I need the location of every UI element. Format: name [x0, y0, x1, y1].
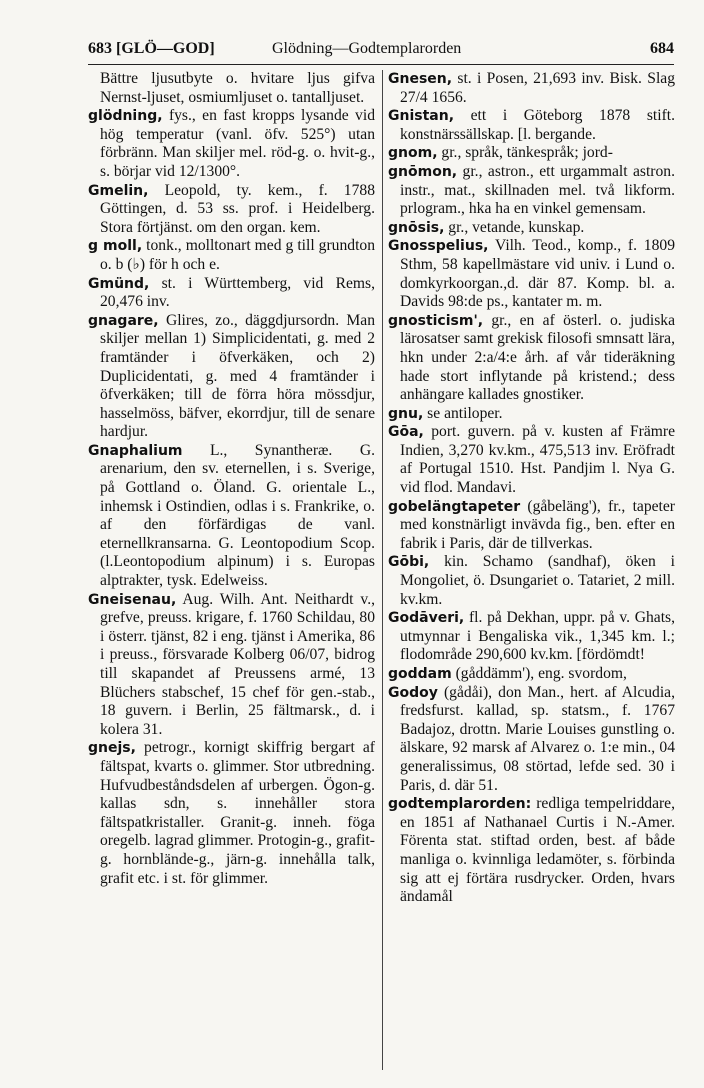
entry-headword: Gnaphalium: [88, 442, 183, 459]
dictionary-entry: [88, 107, 375, 181]
entry-text: Bättre ljusutbyte o. hvitare ljus gifva Nernst-ljuset, osmiumljuset o. tantalljuset.: [100, 70, 375, 106]
entry-headword: gnōmon,: [388, 163, 458, 180]
entry-text: tonk., molltonart med g till grundton o. b (♭) för h och e.: [100, 237, 375, 273]
dictionary-entry: [88, 182, 375, 238]
dictionary-entry: [388, 609, 675, 665]
entry-headword: goddam: [388, 666, 452, 682]
dictionary-entry: [388, 423, 675, 497]
entry-text: gr., vetande, kunskap.: [444, 218, 585, 236]
entry-text: (gådåi), don Man., hert. af Alcudia, fredsfurst. kallad, sp. statsm., f. 1767 Badajoz, drottn. Marie Louises gunstling o. älskare, 92 marsk af Alvarez o. 1:e min., 04 generalissimus, 08 störtad, lefde sed. 30 i Paris, d. där 51.: [400, 683, 675, 794]
dictionary-entry: [388, 665, 675, 684]
dictionary-entry: [88, 739, 375, 888]
entry-text: (gåbeläng'), fr., tapeter med konstnärligt invävda fig., ben. efter en fabrik i Paris, där de tillverkas.: [400, 497, 675, 552]
entry-text: gr., språk, tänkespråk; jord-: [437, 144, 613, 162]
page-header: [88, 38, 674, 65]
entry-headword: Gmünd,: [88, 275, 150, 292]
dictionary-entry: [388, 163, 675, 219]
dictionary-entry: [88, 275, 375, 312]
column-divider: [382, 70, 383, 1070]
entry-continuation: [88, 70, 375, 107]
entry-text: gr., en af österl. o. judiska lärosatser samt grekisk filosofi smnsatt lära, hkn under 2:a/4:e årh. af vår tideräkning hade stort inflytande på kristend.; dess anhängare kallades gnostiker.: [400, 311, 675, 404]
entry-headword: Gnesen,: [388, 71, 453, 87]
entry-text: port. guvern. på v. kusten af Främre Indien, 3,270 kv.km., 475,513 inv. Eröfradt af Portugal 1510. Hst. Pandjim l. Nya G. vid flod. Mandavi.: [400, 423, 675, 497]
page-number-right: 684: [650, 40, 674, 57]
dictionary-entry: [88, 442, 375, 591]
entry-headword: Gōa,: [388, 424, 424, 441]
entry-headword: Gneisenau,: [88, 591, 177, 608]
entry-headword: Gnosspelius,: [388, 238, 489, 255]
entry-text: gr., astron., ett urgammalt astron. instr., mat., skillnaden mel. två likform. prlogram., hka ha en vinkel gemensam.: [400, 162, 675, 218]
entry-headword: gnōsis,: [388, 219, 445, 236]
dictionary-entry: [388, 405, 675, 424]
dictionary-entry: [88, 237, 375, 274]
entry-headword: gnom,: [388, 145, 438, 162]
entry-headword: godtemplarorden:: [388, 796, 532, 813]
dictionary-entry: [388, 553, 675, 609]
entry-text: st. i Württemberg, vid Rems, 20,476 inv.: [100, 274, 375, 311]
entry-headword: Gnistan,: [388, 108, 455, 125]
entry-text: Leopold, ty. kem., f. 1788 Göttingen, d. 53 ss. prof. i Heidelberg. Stora förtjänst. om den organ. kem.: [100, 181, 375, 236]
dictionary-entry: [388, 498, 675, 554]
entry-text: Vilh. Teod., komp., f. 1809 Sthm, 58 kapellmästare vid univ. i Lund o. domkyrkoorgan.,d. där 87. Komp. bl. a. Davids 98:de ps., kantater m. m.: [400, 237, 675, 311]
entry-headword: gobelängtapeter: [388, 498, 521, 515]
entry-headword: gnu,: [388, 405, 424, 422]
entry-text: Aug. Wilh. Ant. Neithardt v., grefve, preuss. krigare, f. 1760 Schildau, 80 i österr. tjänst, 82 i eng. tjänst i Amerika, 86 i preuss., försvarade Kolberg 06/07, bidrog till skapandet af Preussens armé, 13 Blüchers stabschef, 15 chef för gen.-stab., 18 guvern. i Berlin, 25 fältmarsk., d. i kolera 31.: [100, 590, 375, 738]
entry-headword: gnejs,: [88, 740, 136, 757]
entry-headword: Godoy: [388, 684, 438, 701]
entry-headword: gnosticism',: [388, 312, 484, 329]
entry-text: fys., en fast kropps lysande vid hög temperatur (vanl. öfv. 525°) utan förbränn. Man skiljer mel. röd-g. o. hvit-g., s. börjar vid 12/1300°.: [100, 107, 375, 180]
entry-text: se antiloper.: [423, 404, 503, 422]
entry-headword: glödning,: [88, 108, 163, 125]
entry-headword: g moll,: [88, 238, 143, 255]
dictionary-entry: [388, 684, 675, 796]
entry-text: petrogr., kornigt skiffrig bergart af fältspat, kvarts o. glimmer. Stor utbredning. Hufvudbeståndsdelen af urbergen. Ögon-g. kallas sdn, s. innehåller stora fältspatkristaller. Granit-g. inneh. föga oregelb. lagrad glimmer. Protogin-g., grafit-g. hornblände-g., järn-g. innehålla talk, grafit etc. i st. för glimmer.: [100, 739, 375, 887]
entry-headword: Gōbi,: [388, 554, 430, 571]
running-title: Glödning—Godtemplarorden: [272, 40, 462, 57]
entry-text: redliga tempelriddare, en 1851 af Nathanael Curtis i N.-Amer. Förenta stat. stiftad orden, best. af både manliga o. kvinnliga ledamöter, s. förbinda sig att ej förtära rusdrycker. Orden, hvars ändamål: [400, 795, 675, 906]
entry-text: fl. på Dekhan, uppr. på v. Ghats, utmynnar i Bengaliska vik., 1,345 km. l.; flodområde 290,600 kv.km. [fördömdt!: [400, 609, 675, 664]
left-column: [88, 70, 375, 1070]
entry-text: ett i Göteborg 1878 stift. konstnärssällskap. [l. bergande.: [400, 107, 675, 143]
dictionary-entry: [388, 237, 675, 311]
entry-text: st. i Posen, 21,693 inv. Bisk. Slag 27/4 1656.: [400, 70, 675, 106]
dictionary-entry: [388, 107, 675, 144]
entry-text: (gåddämm'), eng. svordom,: [451, 665, 627, 682]
dictionary-entry: [388, 144, 675, 163]
entry-text: kin. Schamo (sandhaf), öken i Mongoliet, ö. Dsungariet o. Tatariet, 2 mill. kv.km.: [400, 553, 675, 608]
entry-headword: Godāveri,: [388, 610, 465, 627]
entry-text: Glires, zo., däggdjursordn. Man skiljer mellan 1) Simplicidentati, g. med 2 framtänder i öfverkäken, och 2) Duplicidentati, g. med 4 framtänder i öfverkäken; till de förra höra mössdjur, hasselmöss, bäfver, ekorrdjur, till de senare hardjur.: [100, 311, 375, 441]
dictionary-entry: [388, 795, 675, 907]
dictionary-entry: [388, 70, 675, 107]
dictionary-entry: [388, 312, 675, 405]
dictionary-entry: [388, 219, 675, 238]
dictionary-entry: [88, 591, 375, 740]
entry-headword: Gmelin,: [88, 182, 149, 199]
entry-headword: gnagare,: [88, 312, 159, 329]
page-number-left: 683 [GLÖ—GOD]: [88, 40, 215, 57]
right-column: [388, 70, 675, 1070]
entry-text: L., Synantheræ. G. arenarium, den sv. eternellen, i s. Sverige, på Gottland o. Öland. G. orientale L., inhemsk i Ostindien, odlas i s. Frankrike, o. af den förfärdigas de vanl. eternellkransarna. G. Leontopodium Scop. (l.Leontopodium alpinum) i s. Europas alptrakter, tysk. Edelweiss.: [100, 441, 375, 590]
dictionary-entry: [88, 312, 375, 442]
